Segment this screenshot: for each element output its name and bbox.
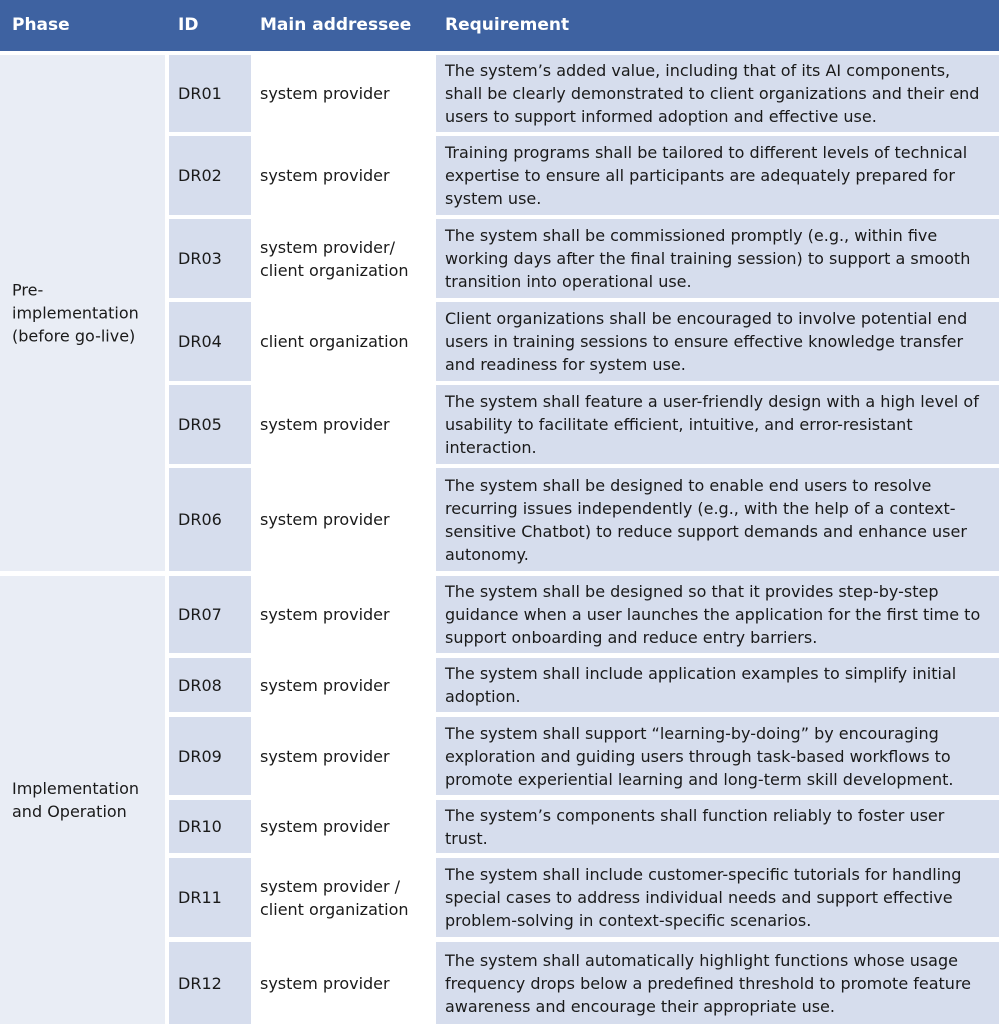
row-id: DR05 [178, 415, 222, 434]
row-id-cell [169, 800, 251, 853]
row-addressee: system provider [260, 605, 390, 624]
header-addressee: Main addressee [260, 15, 412, 35]
row-requirement: The system shall be designed to enable end users to resolve recurring issues independently (e.g., with the help of a context-sensitive Chatbot) to reduce support demands and enhance user autonomy. [445, 475, 967, 564]
row-requirement: The system shall be commissioned promptly (e.g., within five working days after the final training session) to support a smooth transition into operational use. [445, 226, 971, 291]
row-requirement-cell [436, 858, 999, 937]
row-addressee-cell [251, 658, 433, 712]
row-addressee-cell [251, 302, 433, 381]
row-id: DR07 [178, 605, 222, 624]
row-id: DR10 [178, 817, 222, 836]
row-addressee-cell [251, 385, 433, 464]
row-id: DR09 [178, 746, 222, 766]
row-id-cell [169, 136, 251, 215]
row-id: DR08 [178, 675, 222, 695]
row-addressee-cell [251, 717, 433, 795]
row-requirement-cell [436, 658, 999, 712]
row-requirement: Training programs shall be tailored to different levels of technical expertise to ensure all participants are adequately prepared for system use. [445, 143, 968, 208]
row-requirement: The system shall include application examples to simplify initial adoption. [445, 664, 957, 706]
row-addressee: system provider [260, 973, 390, 993]
row-addressee: system provider [260, 675, 390, 695]
row-addressee-cell [251, 800, 433, 853]
row-addressee: system provider [260, 746, 390, 766]
row-requirement-cell [436, 219, 999, 298]
row-requirement: The system shall automatically highlight functions whose usage frequency drops below a predefined threshold to promote feature awareness and encourage their appropriate use. [445, 950, 972, 1016]
row-id-cell [169, 55, 251, 132]
row-requirement: The system shall include customer-specific tutorials for handling special cases to address individual needs and support effective problem-solving in context-specific scenarios. [445, 865, 962, 930]
row-addressee-cell [251, 219, 433, 298]
header-id: ID [178, 15, 199, 35]
row-requirement-cell [436, 468, 999, 571]
header-phase: Phase [12, 15, 70, 35]
row-id: DR11 [178, 888, 222, 907]
row-id-cell [169, 717, 251, 795]
row-addressee: system provider [260, 166, 390, 185]
row-id-cell [169, 576, 251, 653]
row-id-cell [169, 858, 251, 937]
row-addressee: client organization [260, 332, 409, 351]
row-id-cell [169, 658, 251, 712]
row-addressee-cell [251, 942, 433, 1024]
row-addressee-cell [251, 136, 433, 215]
row-addressee-cell [251, 576, 433, 653]
row-addressee-cell [251, 55, 433, 132]
phase-cell-pre-implementation [0, 55, 165, 571]
row-id: DR06 [178, 510, 222, 529]
header-requirement: Requirement [445, 15, 570, 35]
row-id-cell [169, 219, 251, 298]
row-requirement-cell [436, 942, 999, 1024]
row-requirement-cell [436, 576, 999, 653]
row-id: DR01 [178, 84, 222, 103]
row-requirement-cell [436, 800, 999, 853]
row-id: DR04 [178, 332, 222, 351]
row-requirement-cell [436, 717, 999, 795]
row-requirement-cell [436, 55, 999, 132]
row-requirement-cell [436, 385, 999, 464]
row-requirement-cell [436, 302, 999, 381]
row-addressee: system provider/ client organization [260, 237, 409, 280]
row-id-cell [169, 942, 251, 1024]
table-header [0, 0, 999, 51]
row-id-cell [169, 385, 251, 464]
row-id-cell [169, 468, 251, 571]
phase-label: Implementation and Operation [12, 779, 140, 821]
row-requirement: The system shall support “learning-by-doing” by encouraging exploration and guiding users through task-based workflows to promote experiential learning and long-term skill development. [445, 723, 954, 789]
row-addressee: system provider [260, 84, 390, 103]
row-requirement: The system shall be designed so that it provides step-by-step guidance when a user launches the application for the first time to support onboarding and reduce entry barriers. [445, 582, 981, 647]
row-id: DR03 [178, 249, 222, 268]
row-id-cell [169, 302, 251, 381]
phase-cell-implementation-operation [0, 576, 165, 1024]
row-addressee-cell [251, 858, 433, 937]
row-id: DR02 [178, 166, 222, 185]
row-requirement: Client organizations shall be encouraged to involve potential end users in training sessions to ensure effective knowledge transfer and readiness for system use. [445, 309, 968, 374]
row-requirement: The system’s added value, including that of its AI components, shall be clearly demonstrated to client organizations and their end users to support informed adoption and effective use. [445, 61, 980, 126]
row-requirement-cell [436, 136, 999, 215]
row-requirement: The system’s components shall function reliably to foster user trust. [445, 805, 945, 848]
row-addressee: system provider [260, 817, 390, 836]
row-id: DR12 [178, 973, 222, 993]
row-requirement: The system shall feature a user-friendly design with a high level of usability to facilitate efficient, intuitive, and error-resistant interaction. [445, 392, 979, 457]
row-addressee-cell [251, 468, 433, 571]
row-addressee: system provider [260, 415, 390, 434]
phase-label: Pre- implementation (before go-live) [12, 280, 139, 346]
row-addressee: system provider [260, 510, 390, 529]
row-addressee: system provider / client organization [260, 876, 409, 919]
